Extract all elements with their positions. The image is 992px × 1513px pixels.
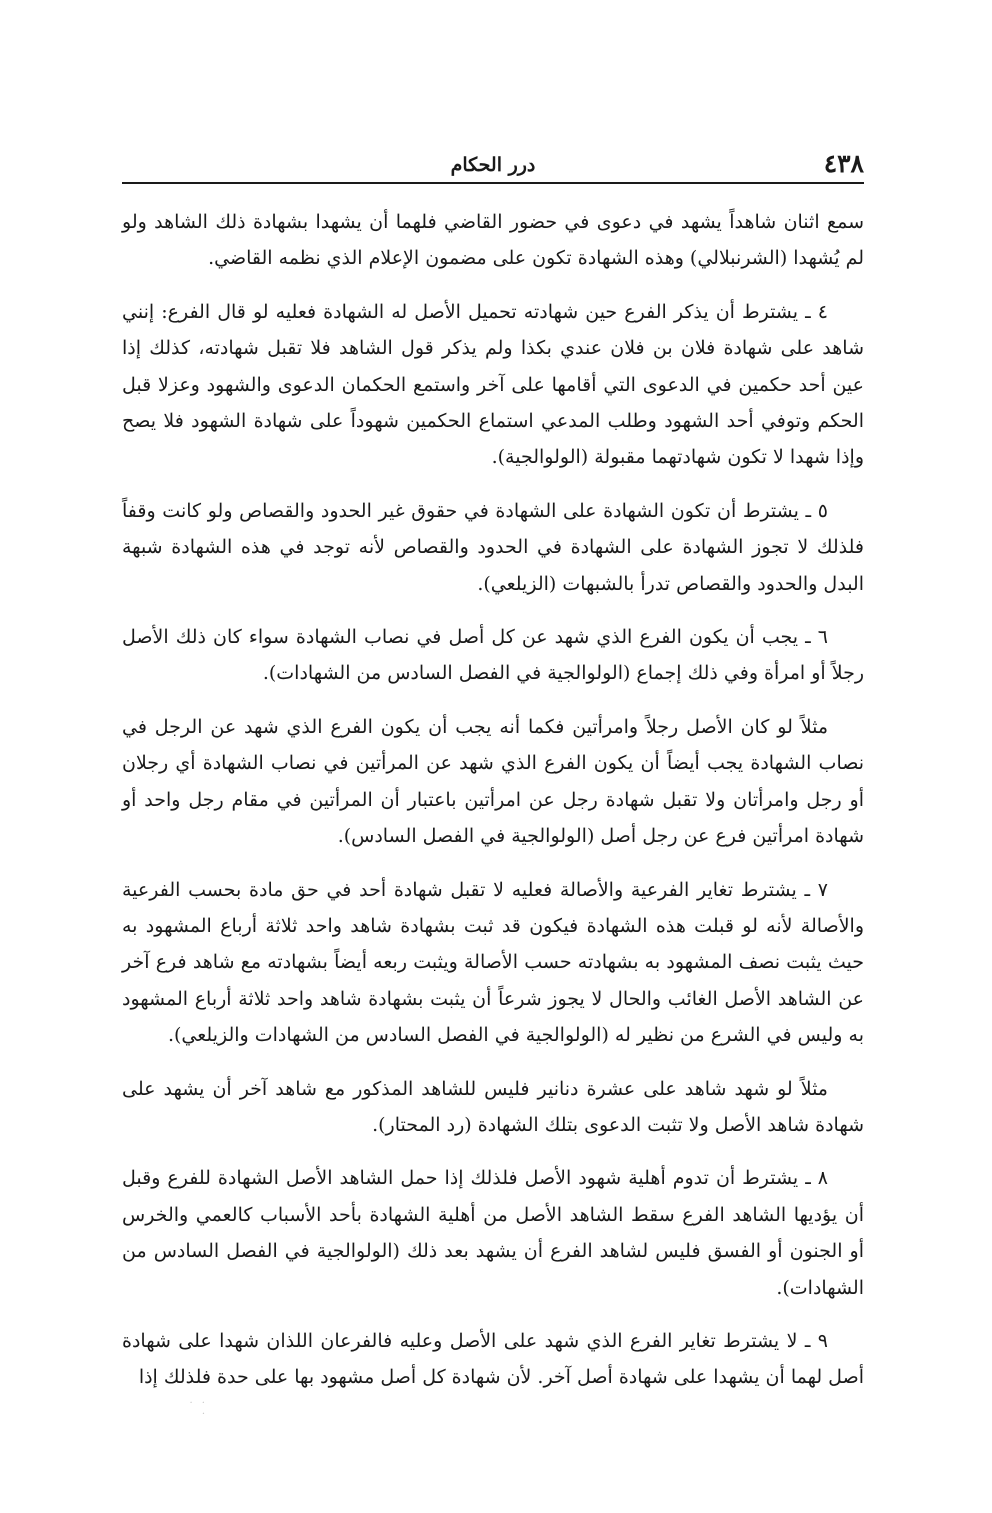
paragraph-condition-8: ٨ ـ يشترط أن تدوم أهلية شهود الأصل فلذلك إذا حمل الشاهد الأصل الشهادة للفرع وقبل أن يؤديها الشاهد الفرع سقط الشاهد الأصل من أهلية الشهادة بأحد الأسباب كالعمي والخرس أو الجنون أو الفسق فليس لشاهد الفرع أن يشهد بعد ذلك (الولوالجية في الفصل السادس من الشهادات). — [122, 1167, 864, 1299]
page-number: ٤٣٨ — [823, 149, 864, 178]
paragraph-condition-7: ٧ ـ يشترط تغاير الفرعية والأصالة فعليه لا تقبل شهادة أحد في حق مادة بحسب الفرعية والأصالة لأنه لو قبلت هذه الشهادة فيكون قد ثبت بشهادة شاهد واحد ثلاثة أرباع المشهود به حيث يثبت نصف المشهود به بشهادته حسب الأصالة ويثبت ربعه أيضاً بشهادته مع شاهد فرع آخر عن الشاهد الأصل الغائب والحال لا يجوز شرعاً أن يثبت بشهادة شاهد واحد ثلاثة أرباع المشهود به وليس في الشرع من نظير له (الولوالجية في الفصل السادس من الشهادات والزيلعي). — [122, 878, 864, 1047]
paragraph-example-7: مثلاً لو شهد شاهد على عشرة دنانير فليس للشاهد المذكور مع شاهد آخر أن يشهد على شهادة شاهد الأصل ولا تثبت الدعوى بتلك الشهادة (رد المحتار). — [122, 1077, 864, 1136]
page-body — [122, 204, 864, 1396]
paragraph-example-6: مثلاً لو كان الأصل رجلاً وامرأتين فكما أنه يجب أن يكون الفرع الذي شهد عن الرجل في نصاب الشهادة يجب أيضاً أن يكون الفرع الذي شهد عن المرأتين في نصاب الشهادة أي رجلان أو رجل وامرأتان ولا تقبل شهادة رجل عن امرأتين باعتبار أن المرأتين في مقام رجل واحد أو شهادة امرأتين فرع عن رجل أصل (الولوالجية في الفصل السادس). — [122, 715, 864, 848]
running-header — [122, 148, 864, 184]
book-title: درر الحكام — [450, 154, 536, 176]
paragraph-condition-6: ٦ ـ يجب أن يكون الفرع الذي شهد عن كل أصل في نصاب الشهادة سواء كان ذلك الأصل رجلاً أو امرأة وفي ذلك إجماع (الولوالجية في الفصل السادس من الشهادات). — [122, 626, 864, 685]
paragraph-condition-4: ٤ ـ يشترط أن يذكر الفرع حين شهادته تحميل الأصل له الشهادة فعليه لو قال الفرع: إنني شاهد على شهادة فلان بن فلان عندي بكذا ولم يذكر قول الشاهد فلا تقبل شهادته، كذلك إذا عين أحد حكمين في الدعوى التي أقامها على آخر واستمع الحكمان الدعوى والشهود وعزلا قبل الحكم وتوفي أحد الشهود وطلب المدعي استماع الحكمين شهوداً على شهادة الشهود فلا يصح وإذا شهدا لا تكون شهادتهما مقبولة (الولوالجية). — [122, 300, 864, 469]
paragraph-condition-5: ٥ ـ يشترط أن تكون الشهادة على الشهادة في حقوق غير الحدود والقصاص ولو كانت وقفاً فلذلك لا تجوز الشهادة على الشهادة في الحدود والقصاص لأنه توجد في هذه الشهادة شبهة البدل والحدود والقصاص تدرأ بالشبهات (الزيلعي). — [122, 499, 864, 595]
paragraph-condition-9: ٩ ـ لا يشترط تغاير الفرع الذي شهد على الأصل وعليه فالفرعان اللذان شهدا على شهادة أصل لهما أن يشهدا على شهادة أصل آخر. لأن شهادة كل أصل مشهود بها على حدة فلذلك إذا — [122, 1329, 864, 1389]
scan-speck: · · · — [189, 1398, 208, 1420]
paragraph-continuation: سمع اثنان شاهداً يشهد في دعوى في حضور القاضي فلهما أن يشهدا بشهادة ذلك الشاهد ولو لم يُشهدا (الشرنبلالي) وهذه الشهادة تكون على مضمون الإعلام الذي نظمه القاضي. — [122, 211, 864, 270]
